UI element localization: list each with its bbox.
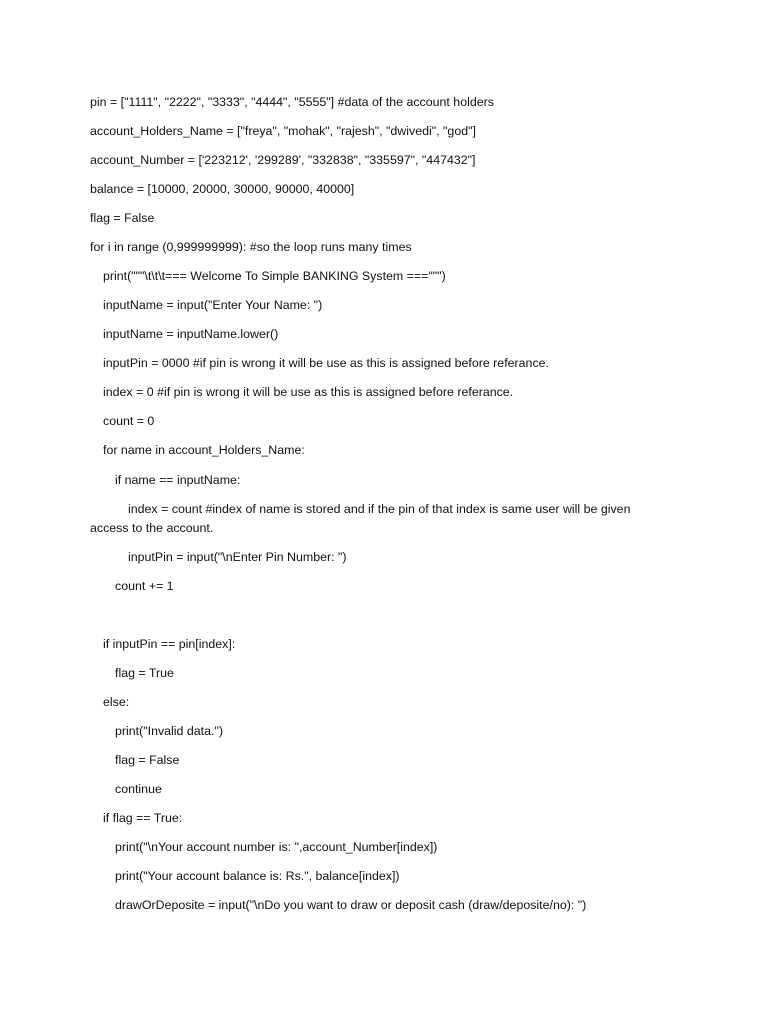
code-line: print("\nYour account number is: ",account_Number[index]) [115,840,438,854]
code-line: account_Holders_Name = ["freya", "mohak", "rajesh", "dwivedi", "god"] [90,124,476,138]
code-line: if flag == True: [103,811,183,825]
code-line: flag = False [115,753,180,767]
code-line: if inputPin == pin[index]: [103,637,236,651]
code-line: for i in range (0,999999999): #so the loop runs many times [90,240,412,254]
code-line: index = 0 #if pin is wrong it will be use as this is assigned before referance. [103,385,514,399]
code-line: pin = ["1111", "2222", "3333", "4444", "5555"] #data of the account holders [90,95,494,109]
code-line: drawOrDeposite = input("\nDo you want to draw or deposit cash (draw/deposite/no): ") [115,898,587,912]
code-line-continuation: access to the account. [90,521,214,535]
code-line: inputName = inputName.lower() [103,327,279,341]
code-line: flag = False [90,211,155,225]
code-line: else: [103,695,130,709]
code-line: print("Invalid data.") [115,724,223,738]
code-line: if name == inputName: [115,473,241,487]
code-line: print("""\t\t\t=== Welcome To Simple BANKING System ===""") [103,269,446,283]
code-line: inputName = input("Enter Your Name: ") [103,298,323,312]
code-line: account_Number = ['223212', '299289', "332838", "335597", "447432"] [90,153,476,167]
code-line: for name in account_Holders_Name: [103,443,305,457]
code-line: index = count #index of name is stored and if the pin of that index is same user will be given [128,502,631,516]
code-line: flag = True [115,666,174,680]
code-line: inputPin = 0000 #if pin is wrong it will be use as this is assigned before referance. [103,356,549,370]
code-line: inputPin = input("\nEnter Pin Number: ") [128,550,347,564]
code-line: count += 1 [115,579,174,593]
code-line: print("Your account balance is: Rs.", balance[index]) [115,869,400,883]
code-line: balance = [10000, 20000, 30000, 90000, 40000] [90,182,355,196]
code-line: count = 0 [103,414,155,428]
code-line: continue [115,782,162,796]
